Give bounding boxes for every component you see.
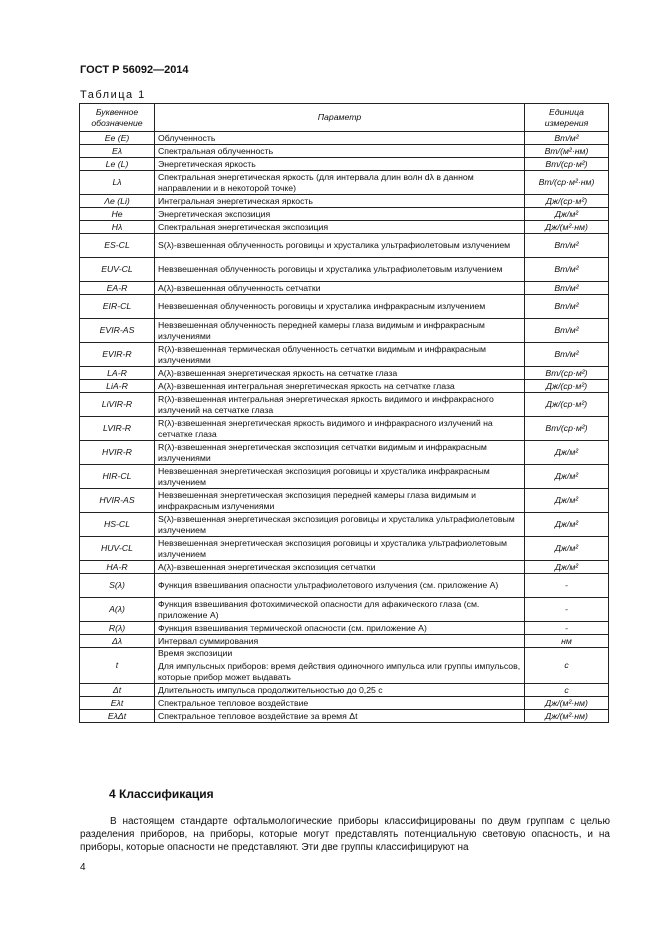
symbol-cell: EIR-CL [80,295,155,319]
parameter-cell [155,635,525,648]
symbol-cell: Δλ [80,635,155,648]
unit-cell: Дж/м² [525,465,609,489]
unit-cell: Дж/(м²·нм) [525,221,609,234]
unit-cell: Вт/(ср·м²) [525,417,609,441]
parameter-text: A(λ)-взвешенная энергетическая экспозиция сетчатки [158,561,376,572]
parameter-text: R(λ)-взвешенная интегральная энергетическая яркость видимого и инфракрасного излучений на сетчатке глаза [158,393,494,415]
symbol-cell: LA-R [80,367,155,380]
unit-cell: Вт/(ср·м²·нм) [525,171,609,195]
parameter-text: Невзвешенная облученность передней камеры глаза видимым и инфракрасным излучениями [158,319,485,341]
parameter-text: Спектральная облученность [158,145,274,156]
symbol-cell: Hе [80,208,155,221]
unit-cell: Вт/м² [525,234,609,258]
parameter-cell [155,258,525,282]
symbol-cell: EA-R [80,282,155,295]
symbol-cell: EUV-CL [80,258,155,282]
table-caption: Таблица 1 [80,89,146,101]
parameter-text: Длительность импульса продолжительностью до 0,25 с [158,684,383,695]
parameter-text: R(λ)-взвешенная термическая облученность сетчатки видимым и инфракрасным излучениями [158,343,487,365]
symbol-cell: A(λ) [80,598,155,622]
table-row [80,513,609,537]
parameter-cell [155,393,525,417]
column-header-parameter: Параметр [155,104,525,132]
table-row [80,258,609,282]
parameter-cell [155,489,525,513]
parameter-cell [155,282,525,295]
table-row [80,598,609,622]
unit-cell: Дж/(ср·м²) [525,380,609,393]
column-header-symbol: Буквенное обозначение [80,104,155,132]
symbol-cell: HVIR-R [80,441,155,465]
parameter-text: Интервал суммирования [158,635,259,646]
parameter-cell [155,710,525,723]
table-row [80,393,609,417]
parameter-cell [155,343,525,367]
table-row [80,282,609,295]
parameter-cell [155,561,525,574]
parameter-cell [155,684,525,697]
symbol-cell: Eλ [80,145,155,158]
symbol-cell: R(λ) [80,622,155,635]
table-row [80,158,609,171]
table-row [80,574,609,598]
parameter-text: Спектральное тепловое воздействие за время Δt [158,710,358,721]
symbol-cell: Λе (Lі) [80,195,155,208]
symbol-cell: t [80,648,155,684]
parameter-cell [155,441,525,465]
table-row [80,221,609,234]
parameter-text: R(λ)-взвешенная энергетическая экспозиция сетчатки видимым и инфракрасным излучениями [158,441,487,463]
symbol-cell: LVIR-R [80,417,155,441]
unit-cell: Дж/(м²·нм) [525,710,609,723]
unit-cell: нм [525,635,609,648]
parameter-text: Функция взвешивания фотохимической опасности для афакического глаза (см. приложение А) [158,598,480,620]
parameter-text: Спектральное тепловое воздействие [158,697,309,708]
parameter-text: Облученность [158,132,216,143]
column-header-unit: Единица измерения [525,104,609,132]
table-row [80,441,609,465]
symbol-cell: HIR-CL [80,465,155,489]
table-row [80,343,609,367]
unit-cell: Дж/(м²·нм) [525,697,609,710]
table-row [80,295,609,319]
table-row [80,208,609,221]
parameter-cell [155,380,525,393]
table-row [80,234,609,258]
table-row [80,367,609,380]
table-row [80,561,609,574]
unit-cell: Дж/м² [525,537,609,561]
table-row [80,319,609,343]
table-row [80,145,609,158]
table-row [80,710,609,723]
parameter-text: Невзвешенная энергетическая экспозиция роговицы и хрусталика инфракрасным излучением [158,465,490,487]
symbol-cell: S(λ) [80,574,155,598]
symbol-cell: ES-CL [80,234,155,258]
table-row [80,195,609,208]
unit-cell: Вт/(ср·м²) [525,158,609,171]
section-title: 4 Классификация [109,787,214,801]
parameter-cell [155,158,525,171]
parameter-text: Спектральная энергетическая экспозиция [158,221,329,232]
parameter-cell [155,145,525,158]
unit-cell: Дж/(ср·м²) [525,393,609,417]
unit-cell: с [525,684,609,697]
parameter-text: Невзвешенная энергетическая экспозиция роговицы и хрусталика ультрафиолетовым излучением [158,537,507,559]
parameter-cell [155,465,525,489]
parameter-cell [155,171,525,195]
parameter-text: Энергетическая яркость [158,158,256,169]
symbol-cell: HS-CL [80,513,155,537]
table-row [80,697,609,710]
symbol-cell: Lе (L) [80,158,155,171]
symbol-cell: HA-R [80,561,155,574]
table-row [80,465,609,489]
document-header: ГОСТ Р 56092—2014 [80,64,189,76]
unit-cell: Дж/м² [525,489,609,513]
parameter-text: R(λ)-взвешенная энергетическая яркость видимого и инфракрасного излучений на сетчатке глаза [158,417,493,439]
parameter-cell [155,208,525,221]
parameter-cell [155,221,525,234]
symbol-cell: EVIR-AS [80,319,155,343]
unit-cell: Вт/м² [525,132,609,145]
table-row [80,132,609,145]
symbol-cell: HVIR-AS [80,489,155,513]
symbol-cell: Δt [80,684,155,697]
parameter-text: Функция взвешивания опасности ультрафиолетового излучения (см. приложение А) [158,580,499,590]
body-paragraph: В настоящем стандарте офтальмологические приборы классифицированы по двум группам с целью разделения приборов, на приборы, которые могут представлять потенциальную световую опасность, и на приборы, которые опасности не представляют. Эти две группы классифицируют на [80,816,610,853]
table-row [80,622,609,635]
symbol-cell: Eе (E) [80,132,155,145]
unit-cell: - [525,598,609,622]
unit-cell: Дж/м² [525,208,609,221]
parameter-cell [155,195,525,208]
parameter-cell [155,367,525,380]
parameter-cell [155,697,525,710]
table-row [80,648,609,684]
parameter-cell [155,234,525,258]
unit-cell: Вт/(ср·м²) [525,367,609,380]
parameter-cell [155,319,525,343]
unit-cell: с [525,648,609,684]
unit-cell: Вт/м² [525,343,609,367]
unit-cell: Дж/м² [525,441,609,465]
parameter-cell [155,132,525,145]
symbol-cell: HUV-CL [80,537,155,561]
parameter-text: Невзвешенная облученность роговицы и хрусталика ультрафиолетовым излучением [158,264,503,274]
unit-cell: - [525,622,609,635]
parameter-text: Функция взвешивания термической опасности (см. приложение А) [158,622,427,633]
symbol-cell: Lλ [80,171,155,195]
parameter-text: A(λ)-взвешенная облученность сетчатки [158,282,321,293]
symbol-cell: EVIR-R [80,343,155,367]
parameter-cell [155,622,525,635]
parameter-text: Невзвешенная облученность роговицы и хрусталика инфракрасным излучением [158,301,486,311]
unit-cell: - [525,574,609,598]
symbol-cell: Eλt [80,697,155,710]
parameter-cell [155,537,525,561]
unit-cell: Вт/м² [525,282,609,295]
parameter-text: Интегральная энергетическая яркость [158,195,313,206]
unit-cell: Вт/м² [525,319,609,343]
parameter-text: S(λ)-взвешенная облученность роговицы и хрусталика ультрафиолетовым излучением [158,240,511,250]
symbols-table [79,103,609,723]
unit-cell: Вт/м² [525,258,609,282]
parameter-text: Невзвешенная энергетическая экспозиция передней камеры глаза видимым и инфракрасным излучениями [158,489,477,511]
table-row [80,417,609,441]
parameter-cell [155,648,525,684]
unit-cell: Дж/м² [525,561,609,574]
parameter-text: Энергетическая экспозиция [158,208,271,219]
parameter-cell [155,598,525,622]
parameter-cell [155,513,525,537]
parameter-cell [155,574,525,598]
table-row [80,489,609,513]
table-row [80,635,609,648]
unit-cell: Вт/м² [525,295,609,319]
table-row [80,684,609,697]
parameter-text: A(λ)-взвешенная интегральная энергетическая яркость на сетчатке глаза [158,380,455,391]
parameter-text: Спектральная энергетическая яркость (для интервала длин волн dλ в данном направлении и в некоторой точке) [158,171,474,193]
table-row [80,537,609,561]
parameter-text: A(λ)-взвешенная энергетическая яркость на сетчатке глаза [158,367,398,378]
table-header-row [80,104,609,132]
table-row [80,171,609,195]
symbol-cell: LіVIR-R [80,393,155,417]
unit-cell: Дж/(ср·м²) [525,195,609,208]
symbol-cell: EλΔt [80,710,155,723]
page-number: 4 [80,862,86,873]
parameter-cell [155,295,525,319]
symbol-cell: LіA-R [80,380,155,393]
parameter-text: Время экспозиции [158,648,233,658]
unit-cell: Вт/(м²·нм) [525,145,609,158]
symbol-cell: Hλ [80,221,155,234]
parameter-text: S(λ)-взвешенная энергетическая экспозиция роговицы и хрусталика ультрафиолетовым излучением [158,513,515,535]
table-row [80,380,609,393]
parameter-text-extra: Для импульсных приборов: время действия одиночного импульса или группы импульсов, которые прибор может выдавать [158,661,521,682]
parameter-cell [155,417,525,441]
unit-cell: Дж/м² [525,513,609,537]
